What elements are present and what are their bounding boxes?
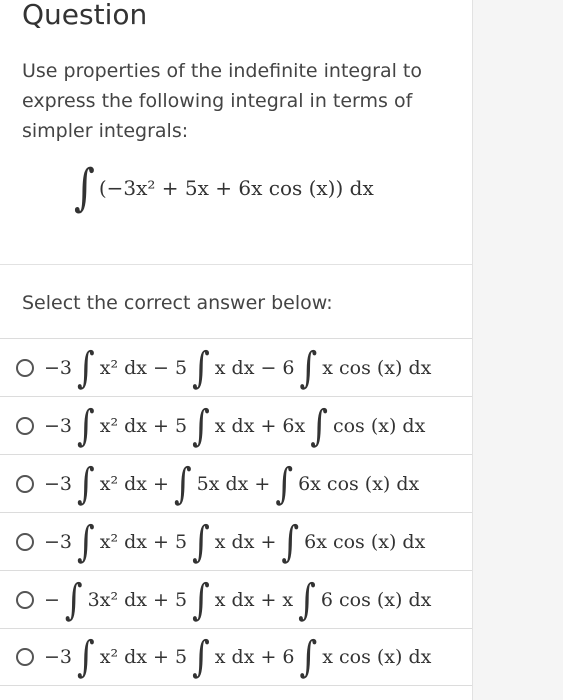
radio-button[interactable] bbox=[16, 648, 34, 666]
term: −3 bbox=[44, 530, 73, 553]
integral-sign: ∫ bbox=[192, 400, 210, 451]
term: −3 bbox=[44, 356, 73, 379]
term: x² dx + 5 bbox=[99, 530, 188, 553]
term: x cos (x) dx bbox=[322, 646, 432, 668]
integral-sign: ∫ bbox=[310, 400, 328, 451]
integral-sign: ∫ bbox=[173, 458, 192, 509]
integral-sign: ∫ bbox=[77, 632, 95, 682]
term: x² dx + bbox=[99, 472, 169, 495]
term: 3x² dx + 5 bbox=[87, 588, 188, 611]
question-prompt: Use properties of the indefinite integral to express the following integral in terms of simpler integrals: bbox=[22, 60, 423, 142]
term: x dx + x bbox=[214, 588, 294, 611]
answer-option-5[interactable] bbox=[0, 570, 472, 628]
term: 6x cos (x) dx bbox=[298, 472, 420, 495]
integral-sign: ∫ bbox=[77, 458, 95, 509]
given-integral bbox=[70, 159, 374, 217]
integral-sign: ∫ bbox=[77, 516, 95, 567]
option-expression bbox=[44, 516, 426, 567]
integral-sign: ∫ bbox=[74, 159, 95, 217]
section-divider bbox=[0, 264, 472, 265]
integral-sign: ∫ bbox=[281, 516, 300, 567]
option-expression bbox=[44, 458, 420, 509]
question-heading: Question bbox=[22, 0, 148, 31]
integrand: (−3x² + 5x + 6x cos (x)) dx bbox=[98, 176, 374, 200]
term: 6 cos (x) dx bbox=[320, 588, 432, 611]
option-expression bbox=[44, 342, 432, 393]
integral-sign: ∫ bbox=[298, 574, 316, 625]
term: −3 bbox=[44, 414, 73, 437]
term: 5x dx + bbox=[196, 472, 271, 495]
integral-sign: ∫ bbox=[299, 632, 318, 682]
integral-sign: ∫ bbox=[77, 342, 95, 393]
option-expression bbox=[44, 574, 432, 625]
term: x cos (x) dx bbox=[322, 356, 432, 379]
integral-sign: ∫ bbox=[192, 516, 210, 567]
term: x² dx − 5 bbox=[99, 356, 188, 379]
radio-button[interactable] bbox=[16, 591, 34, 609]
integral-sign: ∫ bbox=[77, 400, 95, 451]
answer-option-3[interactable] bbox=[0, 454, 472, 512]
integral-sign: ∫ bbox=[192, 574, 210, 625]
term: x dx + bbox=[214, 530, 277, 553]
answer-options bbox=[0, 338, 472, 686]
answer-option-4[interactable] bbox=[0, 512, 472, 570]
term: x² dx + 5 bbox=[99, 646, 188, 668]
integral-sign: ∫ bbox=[64, 574, 83, 625]
option-expression bbox=[44, 400, 426, 451]
term: −3 bbox=[44, 472, 73, 495]
radio-button[interactable] bbox=[16, 359, 34, 377]
term: cos (x) dx bbox=[332, 414, 426, 437]
term: x dx + 6 bbox=[214, 646, 295, 668]
radio-button[interactable] bbox=[16, 533, 34, 551]
term: x dx − 6 bbox=[214, 356, 295, 379]
integral-sign: ∫ bbox=[192, 342, 210, 393]
term: x dx + 6x bbox=[214, 414, 306, 437]
option-expression bbox=[44, 632, 432, 682]
term: 6x cos (x) dx bbox=[304, 530, 426, 553]
answer-option-6[interactable] bbox=[0, 628, 472, 686]
answer-option-2[interactable] bbox=[0, 396, 472, 454]
integral-sign: ∫ bbox=[192, 632, 210, 682]
integral-sign: ∫ bbox=[275, 458, 294, 509]
term: −3 bbox=[44, 646, 73, 668]
integral-sign: ∫ bbox=[299, 342, 318, 393]
radio-button[interactable] bbox=[16, 417, 34, 435]
select-answer-label: Select the correct answer below: bbox=[22, 292, 333, 314]
term: x² dx + 5 bbox=[99, 414, 188, 437]
term: − bbox=[44, 588, 60, 611]
answer-option-1[interactable] bbox=[0, 338, 472, 396]
radio-button[interactable] bbox=[16, 475, 34, 493]
